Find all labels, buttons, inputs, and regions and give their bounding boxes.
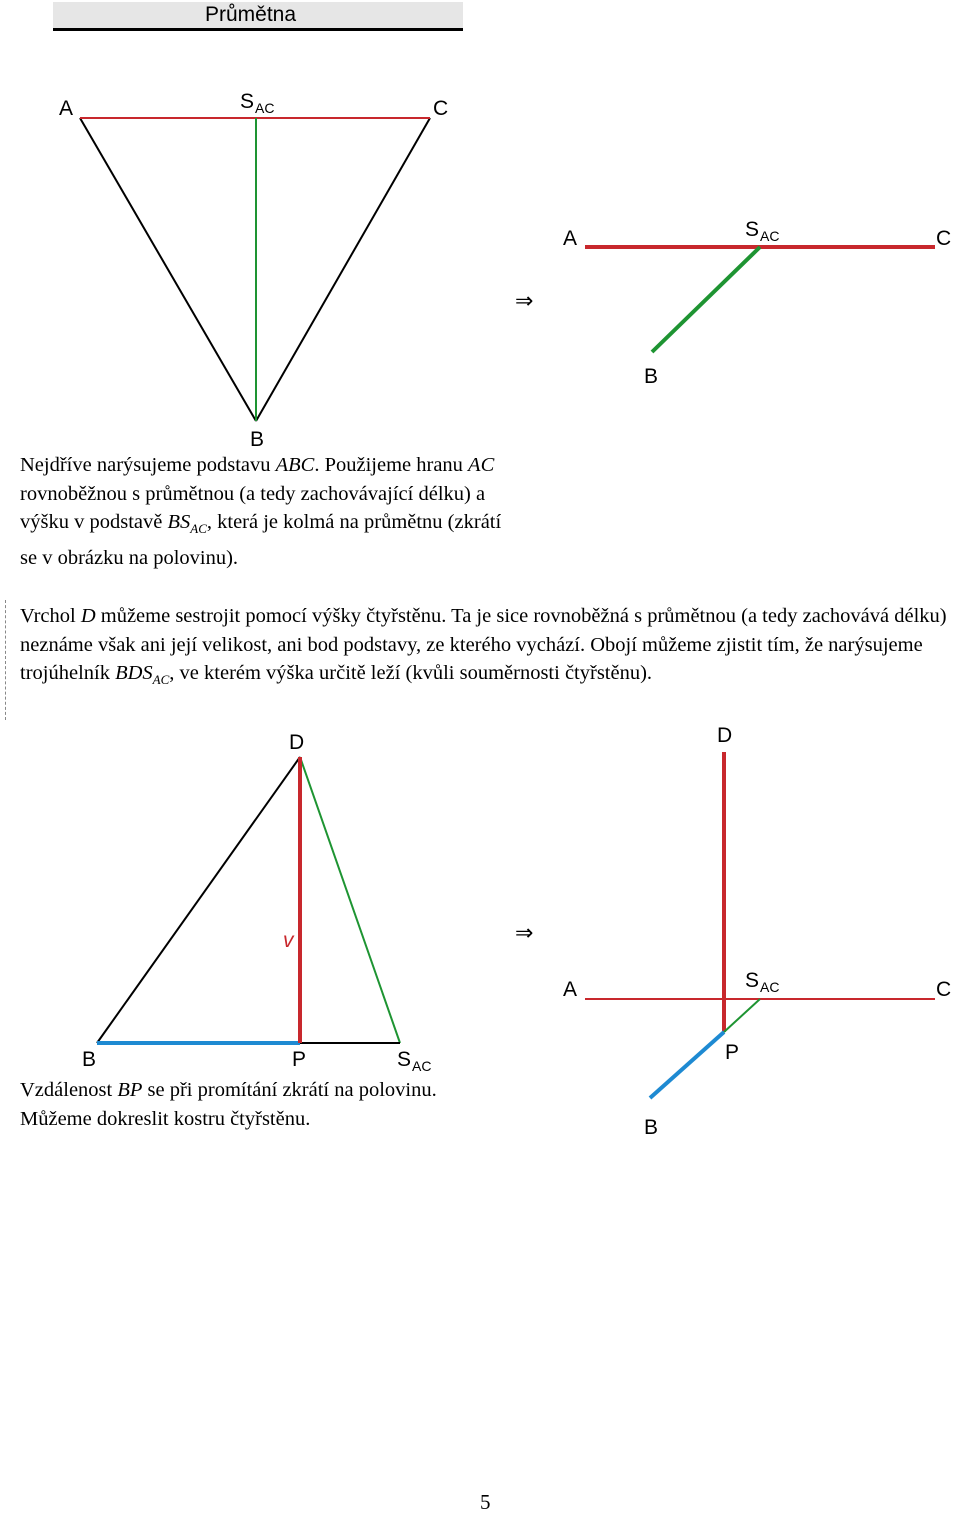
label-b: B (644, 1116, 659, 1139)
text: rovnoběžnou s průmětnou (a tedy zachovávající délku) a výšku v podstavě (20, 482, 486, 533)
label-p: P (725, 1041, 740, 1064)
symbol-bds: BDS (115, 662, 153, 684)
symbol-abc: ABC (275, 454, 315, 476)
symbol-bs: BS (167, 511, 191, 533)
symbol-bp: BP (117, 1079, 143, 1101)
page-number: 5 (480, 1490, 491, 1514)
symbol-d: D (80, 605, 96, 627)
label-a: A (59, 97, 74, 120)
text: můžeme sestrojit pomocí výšky čtyřstěnu. Ta je sice rovnoběžná s průmětnou (a tedy zachovává délku) neznáme však ani její velikost, ani bod podstavy, ze kterého vychází. Obojí můžeme zjistit tím, že narýsujeme trojúhelník (20, 605, 947, 684)
label-s: S (240, 90, 255, 113)
text: Vrchol (20, 605, 81, 627)
label-d: D (289, 731, 305, 754)
label-b: B (250, 428, 265, 451)
text: se při promítání zkrátí na polovinu. Můžeme dokreslit kostru čtyřstěnu. (20, 1079, 437, 1130)
text: Vzdálenost (20, 1079, 118, 1101)
segment-bp (650, 1032, 724, 1098)
label-s: S (745, 969, 760, 992)
implies-arrow: ⇒ (515, 921, 534, 946)
label-s: S (745, 218, 760, 241)
label-p: P (292, 1048, 307, 1071)
page-title: Průmětna (205, 3, 297, 26)
paragraph-3 (20, 1076, 490, 1133)
label-s-sub: AC (760, 979, 780, 995)
symbol-ac: AC (468, 454, 495, 476)
symbol-sub: AC (190, 521, 207, 536)
label-s-sub: AC (760, 228, 780, 244)
label-s-sub: AC (255, 100, 275, 116)
label-v: v (283, 929, 294, 952)
label-c: C (433, 97, 449, 120)
label-a: A (563, 227, 578, 250)
text: , která je kolmá na průmětnu (zkrátí se v obrázku na polovinu). (20, 511, 502, 569)
text: . Použijeme hranu (314, 454, 469, 476)
label-c: C (936, 978, 952, 1001)
text: Nejdříve narýsujeme podstavu (20, 454, 276, 476)
label-s-sub: AC (412, 1058, 432, 1074)
label-b: B (82, 1048, 97, 1071)
label-c: C (936, 227, 952, 250)
label-b: B (644, 365, 659, 388)
label-s: S (397, 1048, 412, 1071)
label-a: A (563, 978, 578, 1001)
implies-arrow: ⇒ (515, 289, 534, 314)
label-d: D (717, 724, 733, 747)
symbol-sub: AC (152, 672, 170, 687)
text: , ve kterém výška určitě leží (kvůli souměrnosti čtyřstěnu). (169, 662, 653, 684)
segment-ps (724, 999, 760, 1032)
